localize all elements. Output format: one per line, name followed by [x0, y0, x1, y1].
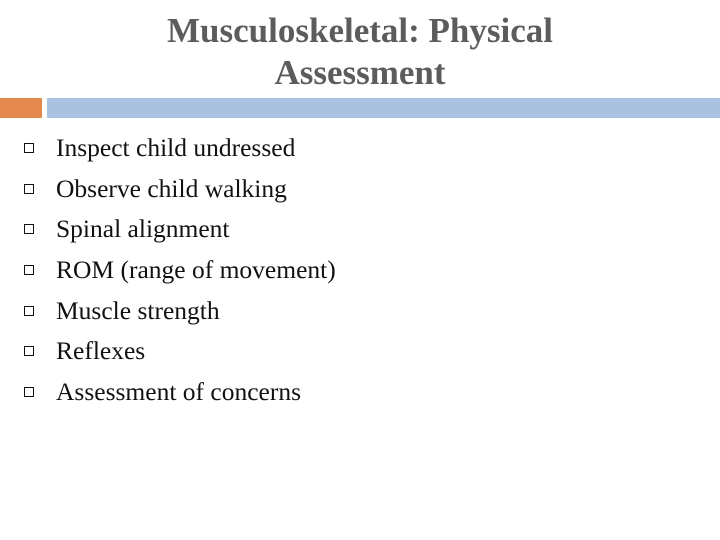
bullet-text: Reflexes: [56, 336, 146, 366]
square-bullet-icon: [24, 184, 34, 194]
bullet-item: [24, 372, 336, 413]
header-bar: [47, 98, 720, 118]
bullet-list: [24, 128, 336, 412]
bullet-text: Observe child walking: [56, 173, 287, 203]
square-bullet-icon: [24, 306, 34, 316]
bullet-text: Spinal alignment: [56, 214, 230, 244]
square-bullet-icon: [24, 346, 34, 356]
bullet-text: Assessment of concerns: [56, 376, 302, 406]
bullet-item: [24, 209, 336, 250]
bullet-item: [24, 331, 336, 372]
square-bullet-icon: [24, 387, 34, 397]
bullet-text: ROM (range of movement): [56, 255, 336, 285]
square-bullet-icon: [24, 143, 34, 153]
bullet-item: [24, 169, 336, 210]
bullet-item: [24, 128, 336, 169]
slide-title-line-1: Musculoskeletal: Physical: [167, 11, 553, 50]
bullet-text: Inspect child undressed: [56, 133, 296, 163]
bullet-item: [24, 290, 336, 331]
bullet-text: Muscle strength: [56, 295, 220, 325]
slide-title: [0, 10, 720, 94]
slide-title-line-2: Assessment: [274, 53, 446, 92]
accent-bar: [0, 98, 42, 118]
square-bullet-icon: [24, 265, 34, 275]
bullet-item: [24, 250, 336, 291]
square-bullet-icon: [24, 224, 34, 234]
